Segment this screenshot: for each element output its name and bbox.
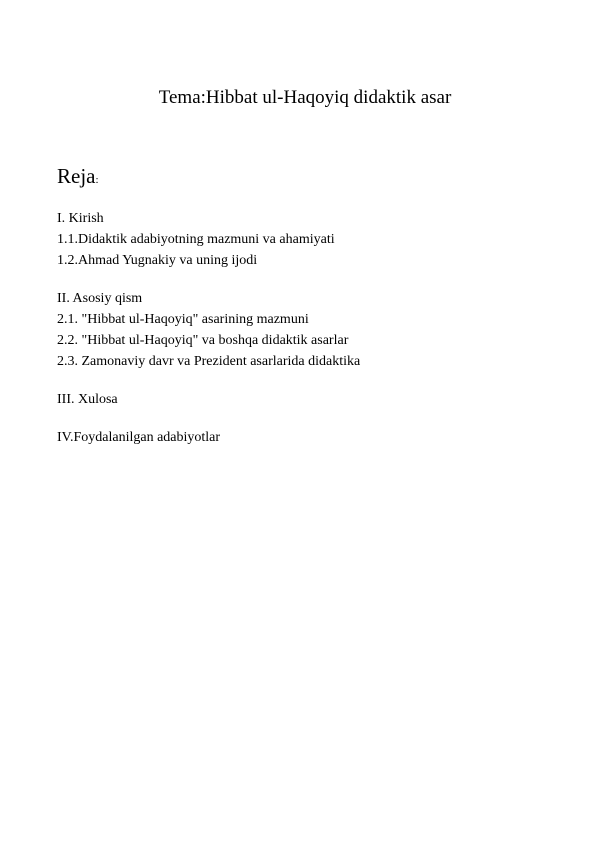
- outline-section-main: [57, 288, 557, 372]
- outline-section-references: [57, 427, 557, 448]
- section-heading: II. Asosiy qism: [57, 291, 143, 306]
- section-heading: III. Xulosa: [57, 392, 118, 407]
- document-title: Tema:Hibbat ul-Haqoyiq didaktik asar: [158, 87, 452, 108]
- plan-outline: [57, 208, 557, 465]
- plan-heading: [57, 163, 99, 193]
- section-heading: IV.Foydalanilgan adabiyotlar: [57, 430, 221, 445]
- plan-heading-colon: :: [95, 174, 99, 186]
- outline-section-conclusion: [57, 389, 557, 410]
- section-heading: I. Kirish: [57, 211, 104, 226]
- outline-item: 1.1.Didaktik adabiyotning mazmuni va ahamiyati: [57, 232, 335, 247]
- plan-heading-text: Reja: [57, 164, 96, 188]
- outline-item: 2.1. "Hibbat ul-Haqoyiq" asarining mazmuni: [57, 312, 309, 327]
- outline-item: 2.2. "Hibbat ul-Haqoyiq" va boshqa didaktik asarlar: [57, 333, 349, 348]
- outline-item: 1.2.Ahmad Yugnakiy va uning ijodi: [57, 253, 258, 268]
- outline-item: 2.3. Zamonaviy davr va Prezident asarlarida didaktika: [57, 354, 361, 369]
- outline-section-intro: [57, 208, 557, 271]
